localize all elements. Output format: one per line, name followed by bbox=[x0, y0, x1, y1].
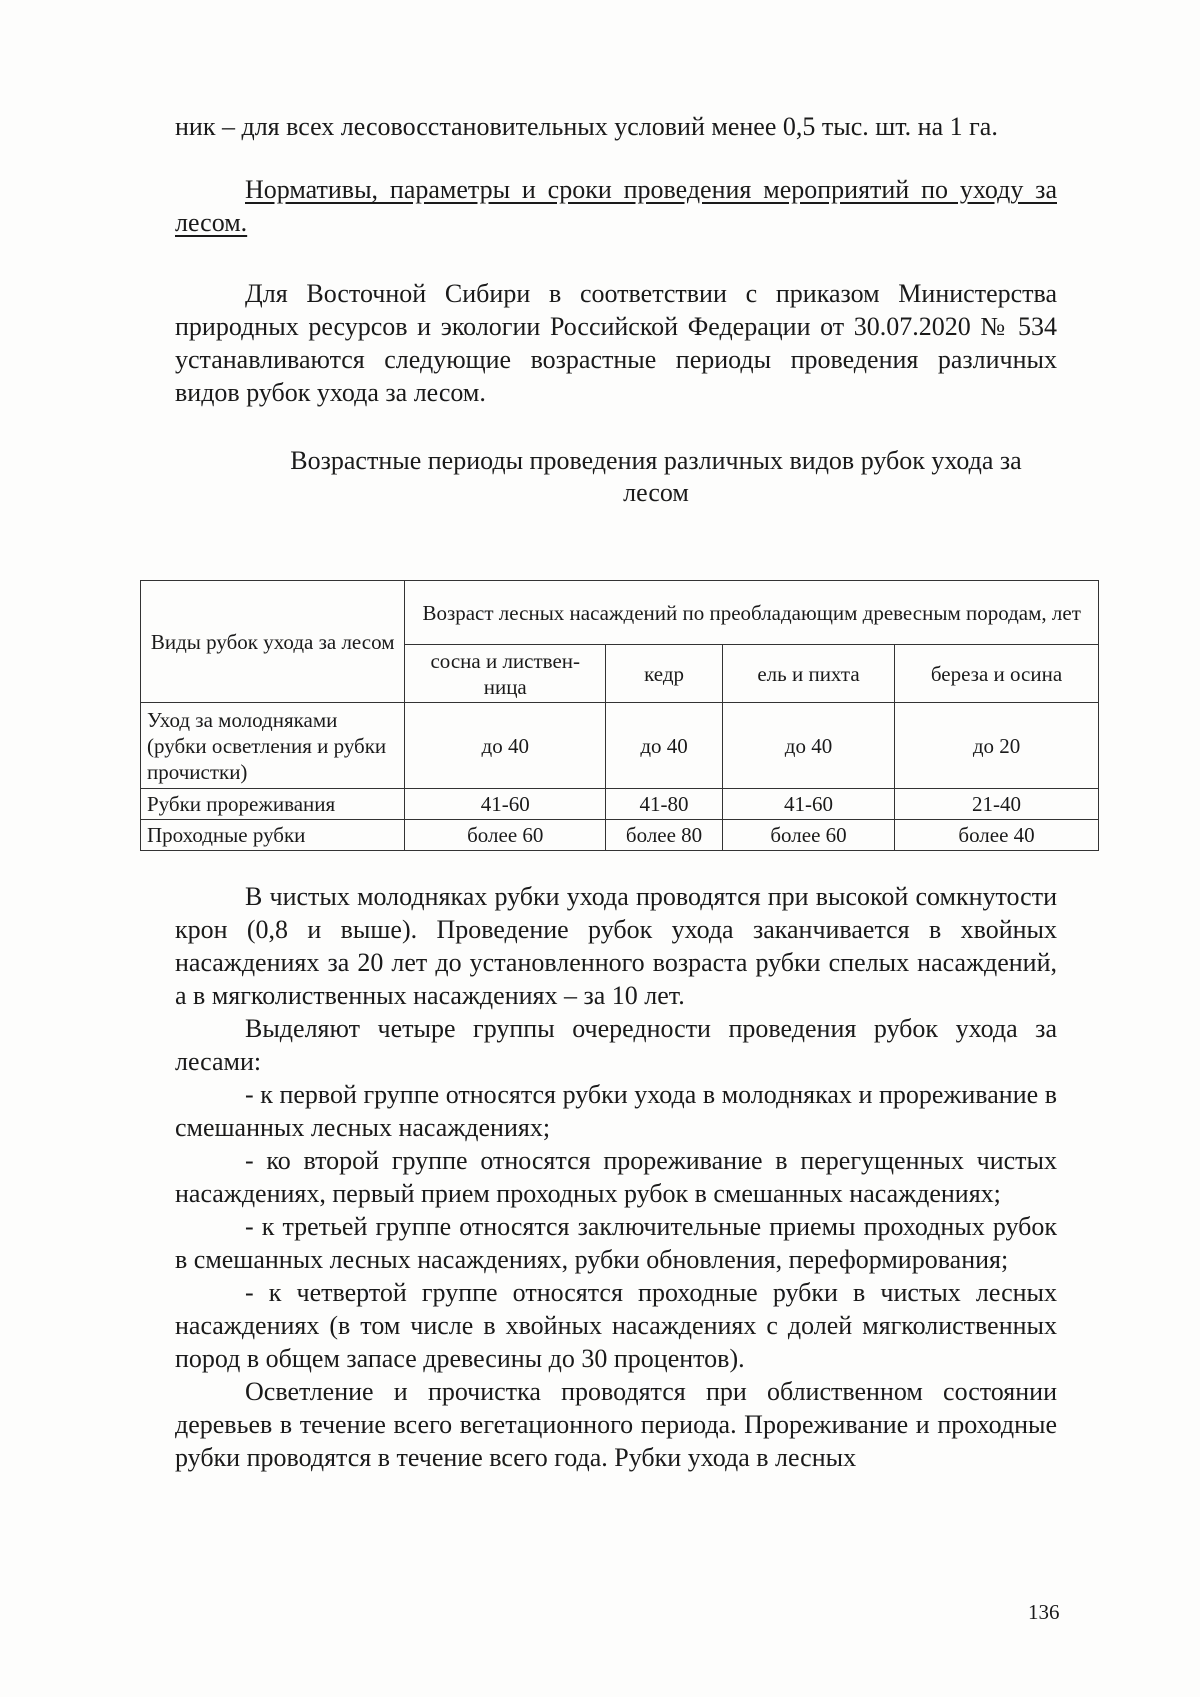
paragraph-continuation: ник – для всех лесовосстановительных условий менее 0,5 тыс. шт. на 1 га. bbox=[175, 112, 998, 141]
header-cedar: кедр bbox=[606, 645, 723, 703]
paragraph: В чистых молодняках рубки ухода проводятся при высокой сомкнутости крон (0,8 и выше). Проведение рубок ухода заканчивается в хвойных насаждениях за 20 лет до установленного возраста рубки спелых насаждений, а в мягколиственных насаждениях – за 10 лет. bbox=[175, 882, 1057, 1010]
header-spruce-fir: ель и пихта bbox=[722, 645, 894, 703]
table-cell: более 40 bbox=[895, 820, 1099, 851]
table-cell: 41-80 bbox=[606, 789, 723, 820]
thinning-age-table bbox=[140, 580, 1099, 851]
table-cell: 41-60 bbox=[722, 789, 894, 820]
table-row bbox=[141, 703, 1099, 789]
paragraph: Осветление и прочистка проводятся при облиственном состоянии деревьев в течение всего вегетационного периода. Прореживание и проходные рубки проводятся в течение всего года. Рубки ухода в лесных bbox=[175, 1377, 1057, 1472]
list-item: - ко второй группе относятся прореживание в перегущенных чистых насаждениях, первый прием проходных рубок в смешанных насаждениях; bbox=[175, 1146, 1057, 1208]
row-name: Рубки прореживания bbox=[141, 789, 405, 820]
table-cell: 41-60 bbox=[405, 789, 606, 820]
list-item: - к первой группе относятся рубки ухода в молодняках и прореживание в смешанных лесных насаждениях; bbox=[175, 1080, 1057, 1142]
table-cell: до 40 bbox=[722, 703, 894, 789]
section-heading: Нормативы, параметры и сроки проведения мероприятий по уходу за лесом. bbox=[175, 175, 1057, 237]
bottom-text-block bbox=[175, 880, 1057, 1474]
table-cell: более 60 bbox=[722, 820, 894, 851]
paragraph: Выделяют четыре группы очередности проведения рубок ухода за лесами: bbox=[175, 1014, 1057, 1076]
page-number: 136 bbox=[1028, 1600, 1060, 1624]
table-cell: 21-40 bbox=[895, 789, 1099, 820]
table-title: Возрастные периоды проведения различных видов рубок ухода за лесом bbox=[290, 446, 1022, 507]
table-cell: более 80 bbox=[606, 820, 723, 851]
row-name: Проходные рубки bbox=[141, 820, 405, 851]
table-row bbox=[141, 820, 1099, 851]
header-birch-aspen: береза и осина bbox=[895, 645, 1099, 703]
table-row bbox=[141, 789, 1099, 820]
list-item: - к третьей группе относятся заключительные приемы проходных рубок в смешанных лесных насаждениях, рубки обновления, переформирования; bbox=[175, 1212, 1057, 1274]
paragraph-intro: Для Восточной Сибири в соответствии с приказом Министерства природных ресурсов и экологии Российской Федерации от 30.07.2020 № 534 устанавливаются следующие возрастные периоды проведения различных видов рубок ухода за лесом. bbox=[175, 279, 1057, 407]
table-cell: до 40 bbox=[405, 703, 606, 789]
table-cell: более 60 bbox=[405, 820, 606, 851]
row-name: Уход за молодняками (рубки осветления и рубки прочистки) bbox=[141, 703, 405, 789]
table-cell: до 20 bbox=[895, 703, 1099, 789]
top-text-block bbox=[175, 110, 1057, 509]
header-age-group: Возраст лесных насаждений по преобладающим древесным породам, лет bbox=[405, 581, 1099, 645]
list-item: - к четвертой группе относятся проходные рубки в чистых лесных насаждениях (в том числе в хвойных насаждениях с долей мягколиственных пород в общем запасе древесины до 30 процентов). bbox=[175, 1278, 1057, 1373]
header-cutting-type: Виды рубок ухода за лесом bbox=[141, 581, 405, 703]
header-pine-larch: сосна и листвен-ница bbox=[405, 645, 606, 703]
table-cell: до 40 bbox=[606, 703, 723, 789]
